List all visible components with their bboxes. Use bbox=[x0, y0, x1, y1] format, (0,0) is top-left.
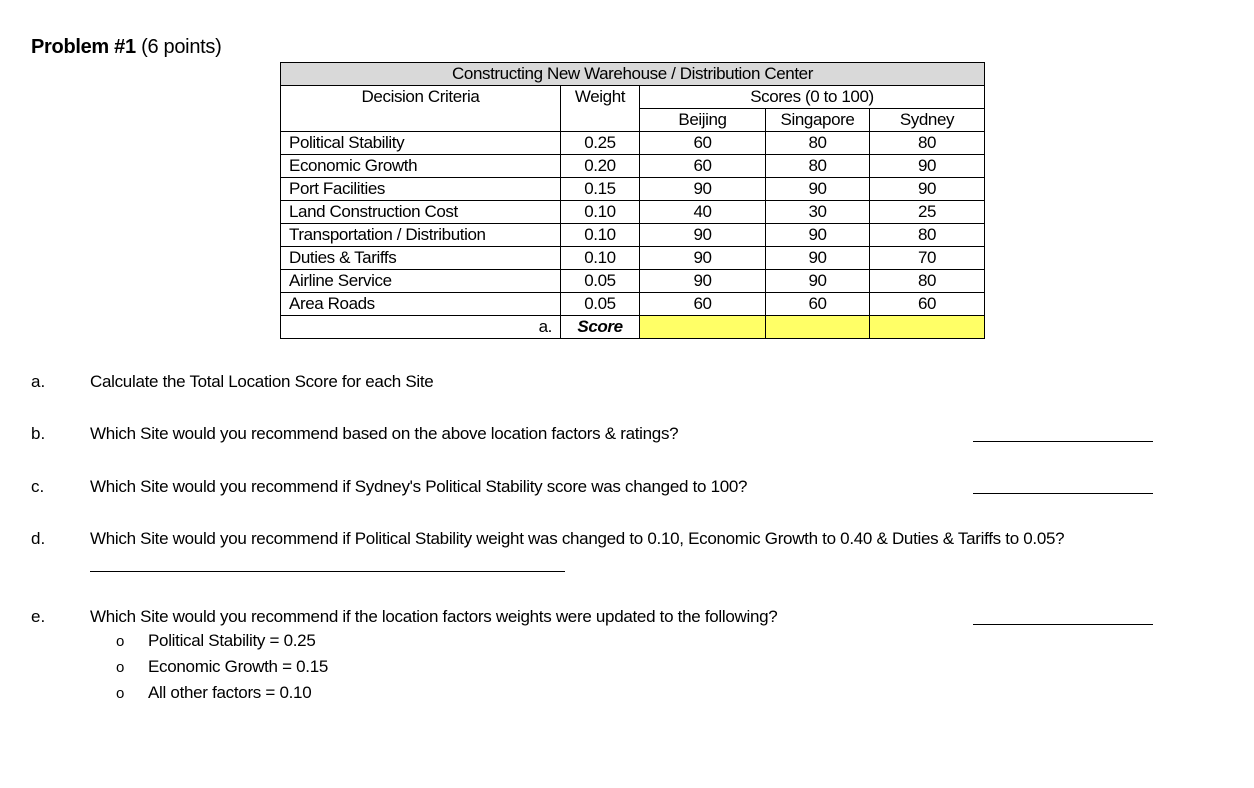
score-row-marker: a. bbox=[281, 316, 561, 339]
criterion-cell: Area Roads bbox=[281, 293, 561, 316]
table-row bbox=[281, 224, 985, 247]
bullet-item-political-stability: Political Stability = 0.25 bbox=[148, 631, 316, 650]
table-title: Constructing New Warehouse / Distribution Center bbox=[281, 63, 985, 86]
criterion-cell: Economic Growth bbox=[281, 155, 561, 178]
score-cell: 40 bbox=[640, 201, 766, 224]
question-e-letter: e. bbox=[31, 607, 46, 626]
score-cell: 80 bbox=[870, 270, 985, 293]
decision-matrix-table bbox=[280, 62, 985, 339]
table-row bbox=[281, 155, 985, 178]
score-cell: 90 bbox=[766, 270, 870, 293]
problem-number: Problem #1 bbox=[31, 36, 136, 58]
table-row bbox=[281, 201, 985, 224]
scores-header: Scores (0 to 100) bbox=[640, 86, 985, 109]
weight-cell: 0.05 bbox=[561, 270, 640, 293]
weight-cell: 0.05 bbox=[561, 293, 640, 316]
score-label: Score bbox=[561, 316, 640, 339]
score-cell: 80 bbox=[870, 132, 985, 155]
score-cell: 25 bbox=[870, 201, 985, 224]
question-c-answer-line[interactable] bbox=[973, 493, 1153, 494]
score-cell: 70 bbox=[870, 247, 985, 270]
weight-header: Weight bbox=[561, 86, 640, 109]
score-cell: 60 bbox=[640, 132, 766, 155]
score-cell: 90 bbox=[640, 178, 766, 201]
table-header-row bbox=[281, 86, 985, 109]
question-e-text: Which Site would you recommend if the location factors weights were updated to the following? bbox=[90, 607, 778, 626]
score-cell: 90 bbox=[766, 178, 870, 201]
question-b-text: Which Site would you recommend based on the above location factors & ratings? bbox=[90, 424, 679, 443]
weight-cell: 0.25 bbox=[561, 132, 640, 155]
problem-points: (6 points) bbox=[135, 36, 222, 58]
question-d-text: Which Site would you recommend if Political Stability weight was changed to 0.10, Economic Growth to 0.40 & Duties & Tariffs to 0.05? bbox=[90, 529, 1065, 548]
question-a-letter: a. bbox=[31, 372, 46, 391]
score-cell: 60 bbox=[640, 293, 766, 316]
weight-cell: 0.15 bbox=[561, 178, 640, 201]
table-row bbox=[281, 247, 985, 270]
score-cell: 90 bbox=[870, 155, 985, 178]
weight-cell: 0.20 bbox=[561, 155, 640, 178]
score-cell: 90 bbox=[640, 224, 766, 247]
total-score-singapore[interactable] bbox=[766, 316, 870, 339]
total-score-beijing[interactable] bbox=[640, 316, 766, 339]
question-d-answer-line[interactable] bbox=[90, 571, 565, 572]
bullet-marker: o bbox=[116, 685, 125, 702]
score-cell: 60 bbox=[640, 155, 766, 178]
score-cell: 90 bbox=[766, 224, 870, 247]
table-row bbox=[281, 270, 985, 293]
question-b-letter: b. bbox=[31, 424, 46, 443]
weight-cell: 0.10 bbox=[561, 224, 640, 247]
blank-cell bbox=[561, 109, 640, 132]
blank-cell bbox=[281, 109, 561, 132]
question-c-text: Which Site would you recommend if Sydney's Political Stability score was changed to 100? bbox=[90, 477, 748, 496]
score-cell: 90 bbox=[870, 178, 985, 201]
total-score-row bbox=[281, 316, 985, 339]
question-a-text: Calculate the Total Location Score for each Site bbox=[90, 372, 434, 391]
site-header-sydney: Sydney bbox=[870, 109, 985, 132]
bullet-item-economic-growth: Economic Growth = 0.15 bbox=[148, 657, 329, 676]
table-row bbox=[281, 132, 985, 155]
bullet-marker: o bbox=[116, 659, 125, 676]
score-cell: 60 bbox=[870, 293, 985, 316]
score-cell: 80 bbox=[870, 224, 985, 247]
sites-header-row bbox=[281, 109, 985, 132]
question-c-letter: c. bbox=[31, 477, 45, 496]
bullet-item-other-factors: All other factors = 0.10 bbox=[148, 683, 312, 702]
criterion-cell: Port Facilities bbox=[281, 178, 561, 201]
bullet-marker: o bbox=[116, 633, 125, 650]
table-title-row bbox=[281, 63, 985, 86]
criterion-cell: Airline Service bbox=[281, 270, 561, 293]
weight-cell: 0.10 bbox=[561, 247, 640, 270]
criterion-cell: Duties & Tariffs bbox=[281, 247, 561, 270]
question-d-letter: d. bbox=[31, 529, 46, 548]
score-cell: 90 bbox=[640, 270, 766, 293]
score-cell: 60 bbox=[766, 293, 870, 316]
criteria-header: Decision Criteria bbox=[281, 86, 561, 109]
criterion-cell: Political Stability bbox=[281, 132, 561, 155]
score-cell: 90 bbox=[640, 247, 766, 270]
score-cell: 90 bbox=[766, 247, 870, 270]
weight-cell: 0.10 bbox=[561, 201, 640, 224]
question-e-answer-line[interactable] bbox=[973, 624, 1153, 625]
total-score-sydney[interactable] bbox=[870, 316, 985, 339]
score-cell: 80 bbox=[766, 132, 870, 155]
table-row bbox=[281, 293, 985, 316]
criterion-cell: Transportation / Distribution bbox=[281, 224, 561, 247]
site-header-beijing: Beijing bbox=[640, 109, 766, 132]
table-row bbox=[281, 178, 985, 201]
criterion-cell: Land Construction Cost bbox=[281, 201, 561, 224]
question-b-answer-line[interactable] bbox=[973, 441, 1153, 442]
score-cell: 80 bbox=[766, 155, 870, 178]
site-header-singapore: Singapore bbox=[766, 109, 870, 132]
score-cell: 30 bbox=[766, 201, 870, 224]
problem-title bbox=[31, 36, 221, 59]
